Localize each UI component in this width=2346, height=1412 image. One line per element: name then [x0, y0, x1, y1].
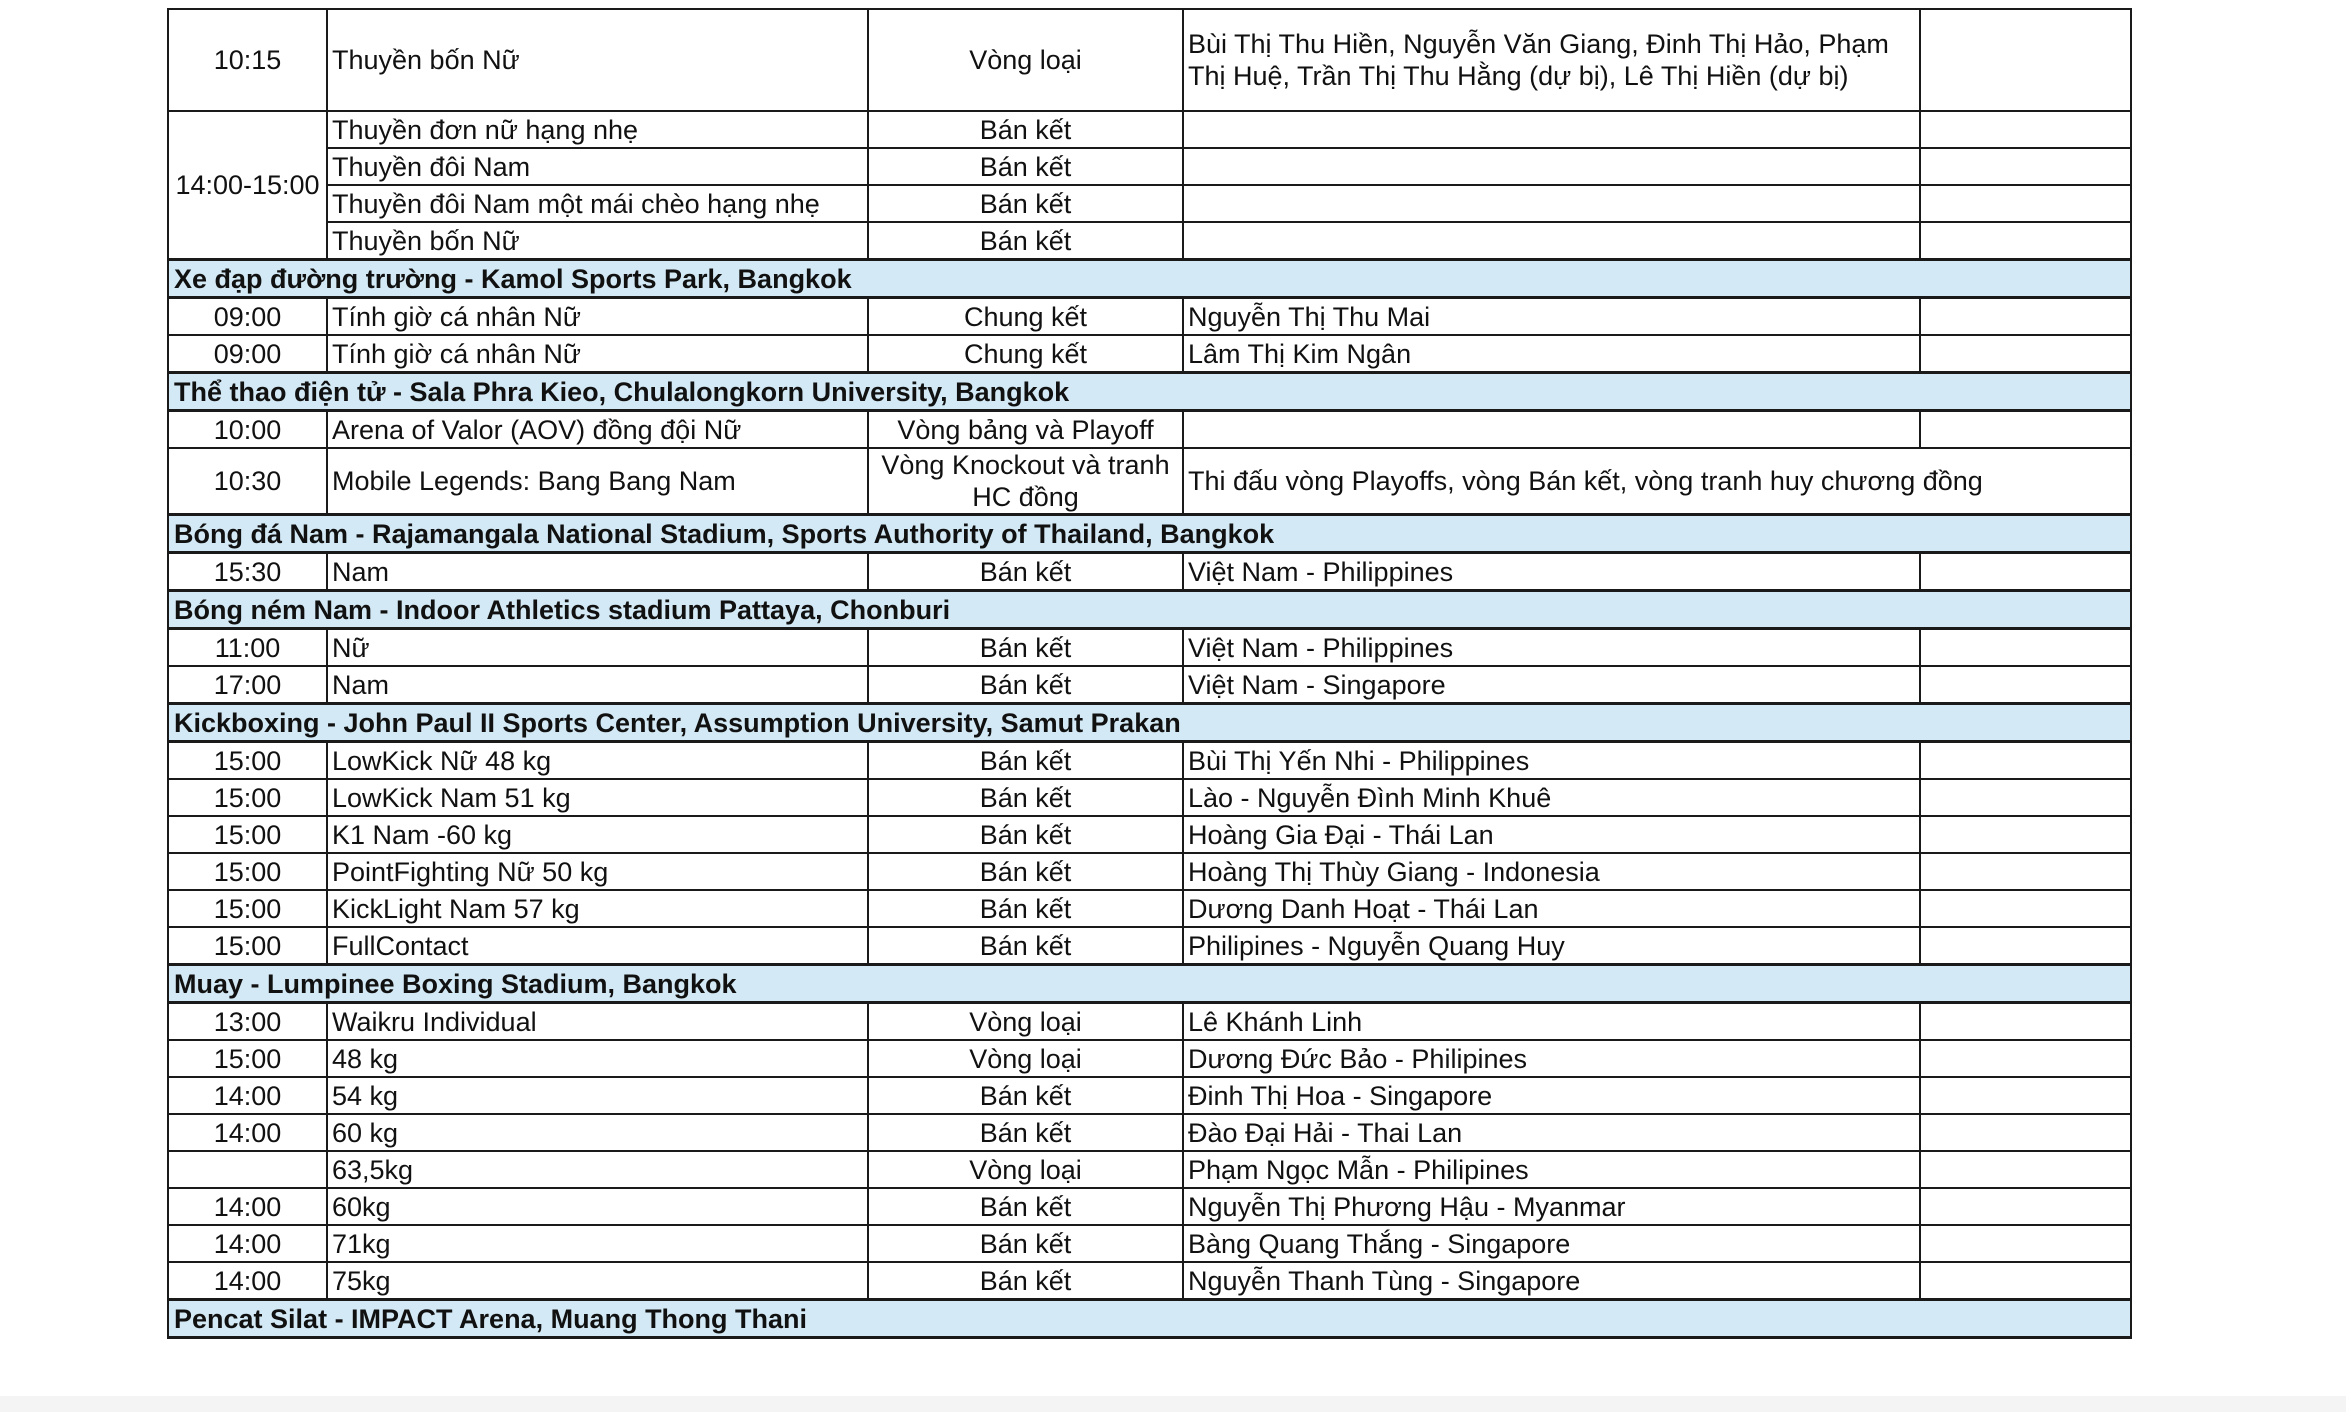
time-cell: 15:00: [168, 853, 327, 890]
time-cell: 14:00: [168, 1077, 327, 1114]
athletes-cell: Bùi Thị Yến Nhi - Philippines: [1183, 742, 1920, 780]
empty-cell: [1920, 298, 2131, 336]
athletes-cell: Lào - Nguyễn Đình Minh Khuê: [1183, 779, 1920, 816]
empty-cell: [1920, 335, 2131, 373]
event-cell: 54 kg: [327, 1077, 868, 1114]
athletes-cell: Việt Nam - Singapore: [1183, 666, 1920, 704]
table-row: [168, 111, 2131, 148]
event-cell: Tính giờ cá nhân Nữ: [327, 335, 868, 373]
time-cell: 09:00: [168, 335, 327, 373]
event-cell: Thuyền đơn nữ hạng nhẹ: [327, 111, 868, 148]
stage-cell: Vòng loại: [868, 9, 1183, 111]
time-cell: 15:00: [168, 742, 327, 780]
event-cell: Arena of Valor (AOV) đồng đội Nữ: [327, 411, 868, 449]
table-row: [168, 222, 2131, 260]
athletes-cell: [1183, 111, 1920, 148]
empty-cell: [1920, 816, 2131, 853]
stage-cell: Vòng loại: [868, 1151, 1183, 1188]
table-row: [168, 1040, 2131, 1077]
section-header: [168, 515, 2131, 553]
page-bottom-edge: [0, 1396, 2346, 1412]
time-cell: 10:15: [168, 9, 327, 111]
event-cell: 48 kg: [327, 1040, 868, 1077]
stage-cell: Bán kết: [868, 742, 1183, 780]
stage-cell: Bán kết: [868, 1262, 1183, 1300]
event-cell: Thuyền đôi Nam một mái chèo hạng nhẹ: [327, 185, 868, 222]
athletes-cell: Philipines - Nguyễn Quang Huy: [1183, 927, 1920, 965]
table-row: [168, 890, 2131, 927]
event-cell: Thuyền bốn Nữ: [327, 9, 868, 111]
event-cell: Tính giờ cá nhân Nữ: [327, 298, 868, 336]
stage-cell: Chung kết: [868, 298, 1183, 336]
table-row: [168, 148, 2131, 185]
empty-cell: [1920, 1003, 2131, 1041]
empty-cell: [1920, 222, 2131, 260]
athletes-cell: Thi đấu vòng Playoffs, vòng Bán kết, vòng tranh huy chương đồng: [1183, 448, 2131, 515]
table-row: [168, 779, 2131, 816]
stage-cell: Vòng loại: [868, 1003, 1183, 1041]
event-cell: Nam: [327, 666, 868, 704]
athletes-cell: Dương Danh Hoạt - Thái Lan: [1183, 890, 1920, 927]
time-cell: 15:30: [168, 553, 327, 591]
athletes-cell: Việt Nam - Philippines: [1183, 553, 1920, 591]
table-row: [168, 853, 2131, 890]
event-cell: 60kg: [327, 1188, 868, 1225]
empty-cell: [1920, 666, 2131, 704]
stage-cell: Vòng bảng và Playoff: [868, 411, 1183, 449]
section-title: Pencat Silat - IMPACT Arena, Muang Thong Thani: [168, 1300, 2131, 1338]
event-cell: Nữ: [327, 629, 868, 667]
empty-cell: [1920, 111, 2131, 148]
time-cell: 11:00: [168, 629, 327, 667]
empty-cell: [1920, 1151, 2131, 1188]
event-cell: PointFighting Nữ 50 kg: [327, 853, 868, 890]
event-cell: FullContact: [327, 927, 868, 965]
time-cell: 15:00: [168, 927, 327, 965]
table-row: [168, 1151, 2131, 1188]
table-row: [168, 553, 2131, 591]
time-cell: 15:00: [168, 779, 327, 816]
time-cell: 14:00: [168, 1262, 327, 1300]
table-row: [168, 666, 2131, 704]
athletes-cell: Bàng Quang Thắng - Singapore: [1183, 1225, 1920, 1262]
table-row: [168, 816, 2131, 853]
stage-cell: Bán kết: [868, 853, 1183, 890]
empty-cell: [1920, 185, 2131, 222]
event-cell: Nam: [327, 553, 868, 591]
empty-cell: [1920, 1077, 2131, 1114]
stage-cell: Bán kết: [868, 1077, 1183, 1114]
stage-cell: Bán kết: [868, 222, 1183, 260]
event-cell: LowKick Nam 51 kg: [327, 779, 868, 816]
athletes-cell: Phạm Ngọc Mẫn - Philipines: [1183, 1151, 1920, 1188]
table-row: [168, 1003, 2131, 1041]
table-row: [168, 1114, 2131, 1151]
stage-cell: Bán kết: [868, 185, 1183, 222]
stage-cell: Bán kết: [868, 779, 1183, 816]
empty-cell: [1920, 779, 2131, 816]
table-row: [168, 298, 2131, 336]
stage-cell: Bán kết: [868, 1114, 1183, 1151]
time-cell: 13:00: [168, 1003, 327, 1041]
athletes-cell: Lâm Thị Kim Ngân: [1183, 335, 1920, 373]
event-cell: 60 kg: [327, 1114, 868, 1151]
table-row: [168, 185, 2131, 222]
stage-cell: Bán kết: [868, 816, 1183, 853]
stage-cell: Bán kết: [868, 1188, 1183, 1225]
stage-cell: Vòng Knockout và tranh HC đồng: [868, 448, 1183, 515]
table-row: [168, 1077, 2131, 1114]
empty-cell: [1920, 411, 2131, 449]
athletes-cell: [1183, 411, 1920, 449]
time-cell: 15:00: [168, 816, 327, 853]
athletes-cell: Nguyễn Thanh Tùng - Singapore: [1183, 1262, 1920, 1300]
stage-cell: Bán kết: [868, 666, 1183, 704]
time-cell: 15:00: [168, 890, 327, 927]
empty-cell: [1920, 1262, 2131, 1300]
time-cell: [168, 1151, 327, 1188]
empty-cell: [1920, 148, 2131, 185]
event-cell: LowKick Nữ 48 kg: [327, 742, 868, 780]
section-header: [168, 260, 2131, 298]
empty-cell: [1920, 890, 2131, 927]
time-cell: 14:00: [168, 1188, 327, 1225]
stage-cell: Chung kết: [868, 335, 1183, 373]
event-cell: K1 Nam -60 kg: [327, 816, 868, 853]
empty-cell: [1920, 629, 2131, 667]
table-row: [168, 1262, 2131, 1300]
section-title: Bóng đá Nam - Rajamangala National Stadium, Sports Authority of Thailand, Bangkok: [168, 515, 2131, 553]
athletes-cell: Lê Khánh Linh: [1183, 1003, 1920, 1041]
empty-cell: [1920, 1040, 2131, 1077]
section-title: Kickboxing - John Paul II Sports Center, Assumption University, Samut Prakan: [168, 704, 2131, 742]
table-row: [168, 335, 2131, 373]
section-title: Bóng ném Nam - Indoor Athletics stadium Pattaya, Chonburi: [168, 591, 2131, 629]
table-row: [168, 1188, 2131, 1225]
event-cell: 75kg: [327, 1262, 868, 1300]
athletes-cell: Đinh Thị Hoa - Singapore: [1183, 1077, 1920, 1114]
time-cell: 14:00: [168, 1114, 327, 1151]
athletes-cell: [1183, 148, 1920, 185]
stage-cell: Bán kết: [868, 927, 1183, 965]
event-cell: Thuyền đôi Nam: [327, 148, 868, 185]
section-header: [168, 591, 2131, 629]
athletes-cell: Nguyễn Thị Phương Hậu - Myanmar: [1183, 1188, 1920, 1225]
time-cell: 15:00: [168, 1040, 327, 1077]
stage-cell: Bán kết: [868, 111, 1183, 148]
stage-cell: Bán kết: [868, 553, 1183, 591]
schedule-table: [167, 8, 2132, 1339]
athletes-cell: Đào Đại Hải - Thai Lan: [1183, 1114, 1920, 1151]
table-row: [168, 927, 2131, 965]
time-cell: 09:00: [168, 298, 327, 336]
stage-cell: Bán kết: [868, 148, 1183, 185]
time-cell: 10:00: [168, 411, 327, 449]
empty-cell: [1920, 1225, 2131, 1262]
stage-cell: Bán kết: [868, 1225, 1183, 1262]
section-title: Muay - Lumpinee Boxing Stadium, Bangkok: [168, 965, 2131, 1003]
table-row: [168, 411, 2131, 449]
time-cell: 14:00-15:00: [168, 111, 327, 260]
section-header: [168, 373, 2131, 411]
table-row: [168, 9, 2131, 111]
event-cell: 71kg: [327, 1225, 868, 1262]
section-header: [168, 1300, 2131, 1338]
time-cell: 17:00: [168, 666, 327, 704]
athletes-cell: [1183, 222, 1920, 260]
stage-cell: Bán kết: [868, 890, 1183, 927]
athletes-cell: Hoàng Thị Thùy Giang - Indonesia: [1183, 853, 1920, 890]
empty-cell: [1920, 742, 2131, 780]
athletes-cell: Việt Nam - Philippines: [1183, 629, 1920, 667]
empty-cell: [1920, 9, 2131, 111]
event-cell: Mobile Legends: Bang Bang Nam: [327, 448, 868, 515]
table-row: [168, 1225, 2131, 1262]
athletes-cell: Hoàng Gia Đại - Thái Lan: [1183, 816, 1920, 853]
athletes-cell: [1183, 185, 1920, 222]
section-header: [168, 965, 2131, 1003]
time-cell: 10:30: [168, 448, 327, 515]
empty-cell: [1920, 853, 2131, 890]
stage-cell: Bán kết: [868, 629, 1183, 667]
empty-cell: [1920, 1188, 2131, 1225]
section-title: Xe đạp đường trường - Kamol Sports Park, Bangkok: [168, 260, 2131, 298]
empty-cell: [1920, 553, 2131, 591]
empty-cell: [1920, 1114, 2131, 1151]
athletes-cell: Nguyễn Thị Thu Mai: [1183, 298, 1920, 336]
event-cell: Thuyền bốn Nữ: [327, 222, 868, 260]
event-cell: KickLight Nam 57 kg: [327, 890, 868, 927]
table-row: [168, 742, 2131, 780]
section-header: [168, 704, 2131, 742]
table-row: [168, 448, 2131, 515]
time-cell: 14:00: [168, 1225, 327, 1262]
athletes-cell: Dương Đức Bảo - Philipines: [1183, 1040, 1920, 1077]
event-cell: 63,5kg: [327, 1151, 868, 1188]
section-title: Thể thao điện tử - Sala Phra Kieo, Chulalongkorn University, Bangkok: [168, 373, 2131, 411]
event-cell: Waikru Individual: [327, 1003, 868, 1041]
empty-cell: [1920, 927, 2131, 965]
stage-cell: Vòng loại: [868, 1040, 1183, 1077]
table-row: [168, 629, 2131, 667]
athletes-cell: Bùi Thị Thu Hiền, Nguyễn Văn Giang, Đinh Thị Hảo, Phạm Thị Huệ, Trần Thị Thu Hằng (dự bị), Lê Thị Hiền (dự bị): [1183, 9, 1920, 111]
